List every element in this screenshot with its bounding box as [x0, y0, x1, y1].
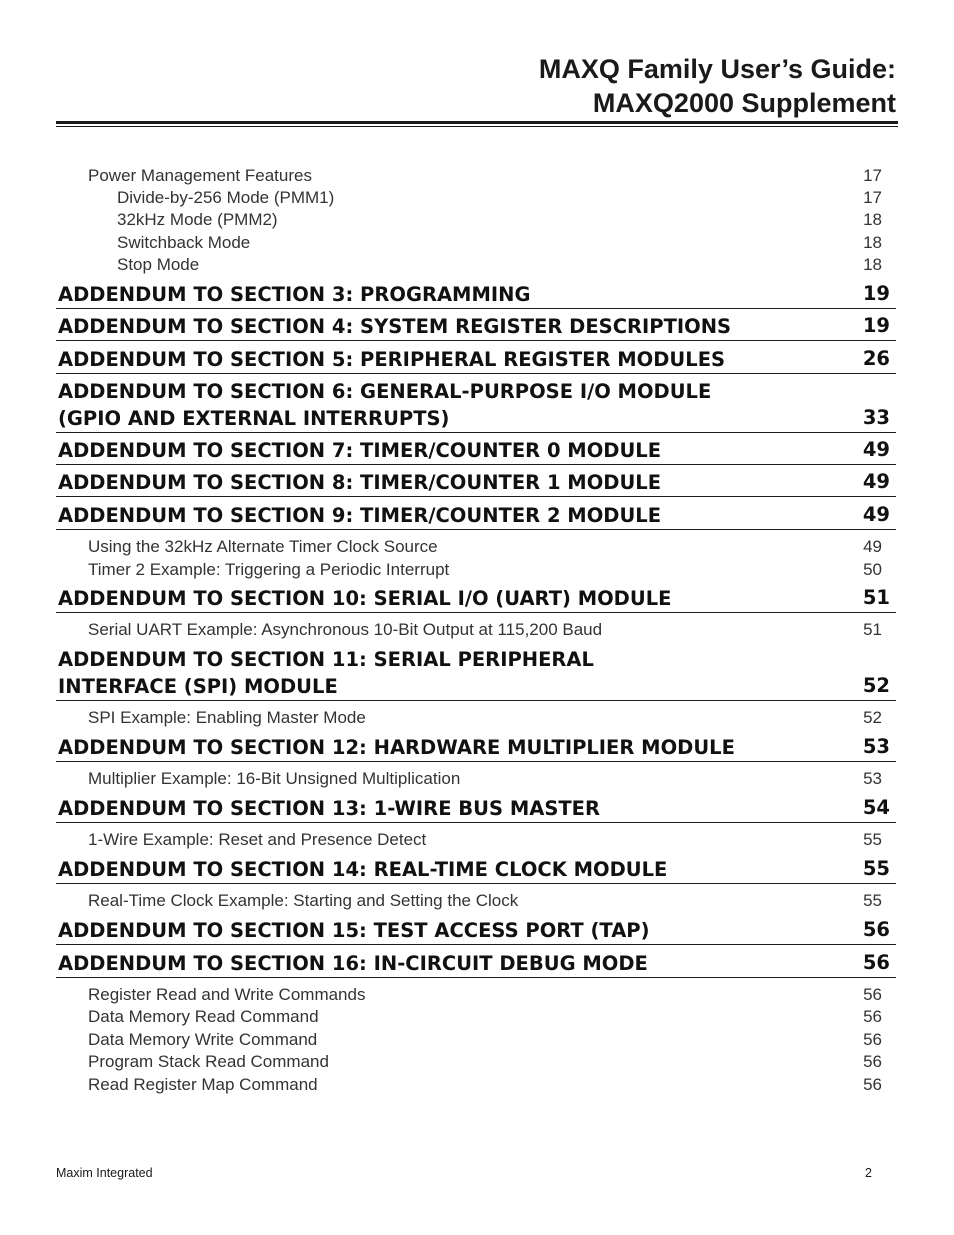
toc-entry-text: Using the 32kHz Alternate Timer Clock Source [88, 537, 438, 556]
toc-subentry[interactable] [56, 829, 896, 851]
toc-subentry[interactable] [56, 1029, 896, 1051]
toc-entry-text: 1-Wire Example: Reset and Presence Detect [88, 830, 427, 849]
footer-page-number: 2 [865, 1166, 872, 1180]
toc-subentry[interactable] [56, 254, 896, 276]
toc-heading-text: ADDENDUM TO SECTION 12: HARDWARE MULTIPLIER MODULE [58, 736, 735, 759]
toc-heading-text: ADDENDUM TO SECTION 9: TIMER/COUNTER 2 MODULE [58, 504, 662, 527]
toc-entry-text: Switchback Mode [117, 233, 251, 252]
toc-page-number: 56 [863, 985, 882, 1004]
toc-page-number: 55 [863, 830, 882, 849]
toc-heading-text: ADDENDUM TO SECTION 11: SERIAL PERIPHERAL [58, 648, 594, 671]
toc-page-number: 56 [862, 951, 890, 974]
toc-subentry[interactable] [56, 232, 896, 254]
toc-section-heading[interactable] [56, 346, 896, 374]
toc-section-heading[interactable] [56, 917, 896, 945]
toc-subentry[interactable] [56, 1074, 896, 1096]
toc-entry-text: SPI Example: Enabling Master Mode [88, 708, 366, 727]
toc-page-number: 56 [863, 1007, 882, 1026]
toc-heading-text: ADDENDUM TO SECTION 8: TIMER/COUNTER 1 MODULE [58, 471, 662, 494]
toc-heading-text: ADDENDUM TO SECTION 5: PERIPHERAL REGISTER MODULES [58, 348, 726, 371]
title-rule-thin [56, 126, 898, 127]
toc-section-heading[interactable] [56, 313, 896, 341]
toc-subentry[interactable] [56, 209, 896, 231]
toc-subentry[interactable] [56, 768, 896, 790]
toc-page-number: 17 [863, 188, 882, 207]
toc-section-heading[interactable] [56, 469, 896, 497]
title-line-1: MAXQ Family User’s Guide: [538, 54, 896, 84]
toc-section-heading[interactable] [56, 856, 896, 884]
toc-subentry[interactable] [56, 165, 896, 187]
toc-page-number: 56 [863, 1052, 882, 1071]
toc-page-number: 49 [862, 470, 890, 493]
toc-entry-text: Timer 2 Example: Triggering a Periodic Interrupt [88, 560, 450, 579]
title-rule-thick [56, 121, 898, 124]
toc-entry-text: Read Register Map Command [88, 1075, 318, 1094]
toc-page-number: 52 [862, 674, 890, 697]
toc-entry-text: Serial UART Example: Asynchronous 10-Bit Output at 115,200 Baud [88, 620, 603, 639]
toc-subentry[interactable] [56, 707, 896, 729]
toc-page-number: 55 [863, 891, 882, 910]
toc-section-heading[interactable] [56, 378, 896, 433]
toc-section-heading[interactable] [56, 734, 896, 762]
toc-page-number: 19 [862, 282, 890, 305]
toc-subentry[interactable] [56, 890, 896, 912]
toc-page-number: 17 [863, 166, 882, 185]
toc-section-heading[interactable] [56, 646, 896, 701]
toc-subentry[interactable] [56, 1051, 896, 1073]
toc-section-heading[interactable] [56, 281, 896, 309]
toc-entry-text: Multiplier Example: 16-Bit Unsigned Multiplication [88, 769, 461, 788]
toc-page-number: 49 [862, 438, 890, 461]
toc-page-number: 49 [862, 503, 890, 526]
toc-entry-text: 32kHz Mode (PMM2) [117, 210, 278, 229]
toc-subentry[interactable] [56, 536, 896, 558]
toc-heading-text: ADDENDUM TO SECTION 3: PROGRAMMING [58, 283, 531, 306]
toc-page-number: 26 [862, 347, 890, 370]
toc-subentry[interactable] [56, 1006, 896, 1028]
toc-heading-text: ADDENDUM TO SECTION 16: IN-CIRCUIT DEBUG MODE [58, 952, 648, 975]
toc-section-heading[interactable] [56, 585, 896, 613]
toc-subentry[interactable] [56, 619, 896, 641]
toc-page-number: 33 [862, 406, 890, 429]
toc-heading-text: ADDENDUM TO SECTION 6: GENERAL-PURPOSE I/O MODULE [58, 380, 712, 403]
toc-page-number: 53 [862, 735, 890, 758]
toc-subentry[interactable] [56, 984, 896, 1006]
toc-page-number: 56 [863, 1075, 882, 1094]
toc-section-heading[interactable] [56, 502, 896, 530]
toc-page-number: 18 [863, 233, 882, 252]
footer-company: Maxim Integrated [56, 1166, 153, 1180]
toc-page-number: 49 [863, 537, 882, 556]
toc-page-number: 53 [863, 769, 882, 788]
toc-page-number: 50 [863, 560, 882, 579]
toc-subentry[interactable] [56, 187, 896, 209]
toc-heading-text: ADDENDUM TO SECTION 14: REAL-TIME CLOCK MODULE [58, 858, 668, 881]
toc-page-number: 52 [863, 708, 882, 727]
toc-page-number: 19 [862, 314, 890, 337]
toc-heading-text-line2: INTERFACE (SPI) MODULE [58, 675, 338, 698]
toc-heading-text: ADDENDUM TO SECTION 7: TIMER/COUNTER 0 MODULE [58, 439, 662, 462]
toc-entry-text: Stop Mode [117, 255, 200, 274]
toc-page-number: 51 [862, 586, 890, 609]
toc-section-heading[interactable] [56, 950, 896, 978]
toc-heading-text: ADDENDUM TO SECTION 4: SYSTEM REGISTER DESCRIPTIONS [58, 315, 732, 338]
toc-section-heading[interactable] [56, 437, 896, 465]
toc-page-number: 18 [863, 210, 882, 229]
toc-heading-text: ADDENDUM TO SECTION 13: 1-WIRE BUS MASTER [58, 797, 601, 820]
toc-page-number: 56 [862, 918, 890, 941]
toc-section-heading[interactable] [56, 795, 896, 823]
title-line-2: MAXQ2000 Supplement [592, 88, 896, 118]
toc-heading-text-line2: (GPIO AND EXTERNAL INTERRUPTS) [58, 407, 450, 430]
toc-page-number: 55 [862, 857, 890, 880]
toc-heading-text: ADDENDUM TO SECTION 10: SERIAL I/O (UART) MODULE [58, 587, 672, 610]
toc-entry-text: Register Read and Write Commands [88, 985, 366, 1004]
toc-page-number: 18 [863, 255, 882, 274]
toc-page-number: 54 [862, 796, 890, 819]
toc-entry-text: Program Stack Read Command [88, 1052, 329, 1071]
toc-heading-text: ADDENDUM TO SECTION 15: TEST ACCESS PORT (TAP) [58, 919, 650, 942]
toc-entry-text: Power Management Features [88, 166, 312, 185]
toc-entry-text: Real-Time Clock Example: Starting and Setting the Clock [88, 891, 519, 910]
toc-entry-text: Data Memory Write Command [88, 1030, 318, 1049]
document-title [539, 52, 896, 120]
toc-page-number: 56 [863, 1030, 882, 1049]
toc-entry-text: Data Memory Read Command [88, 1007, 319, 1026]
toc-entry-text: Divide-by-256 Mode (PMM1) [117, 188, 335, 207]
toc-subentry[interactable] [56, 559, 896, 581]
toc-page-number: 51 [863, 620, 882, 639]
